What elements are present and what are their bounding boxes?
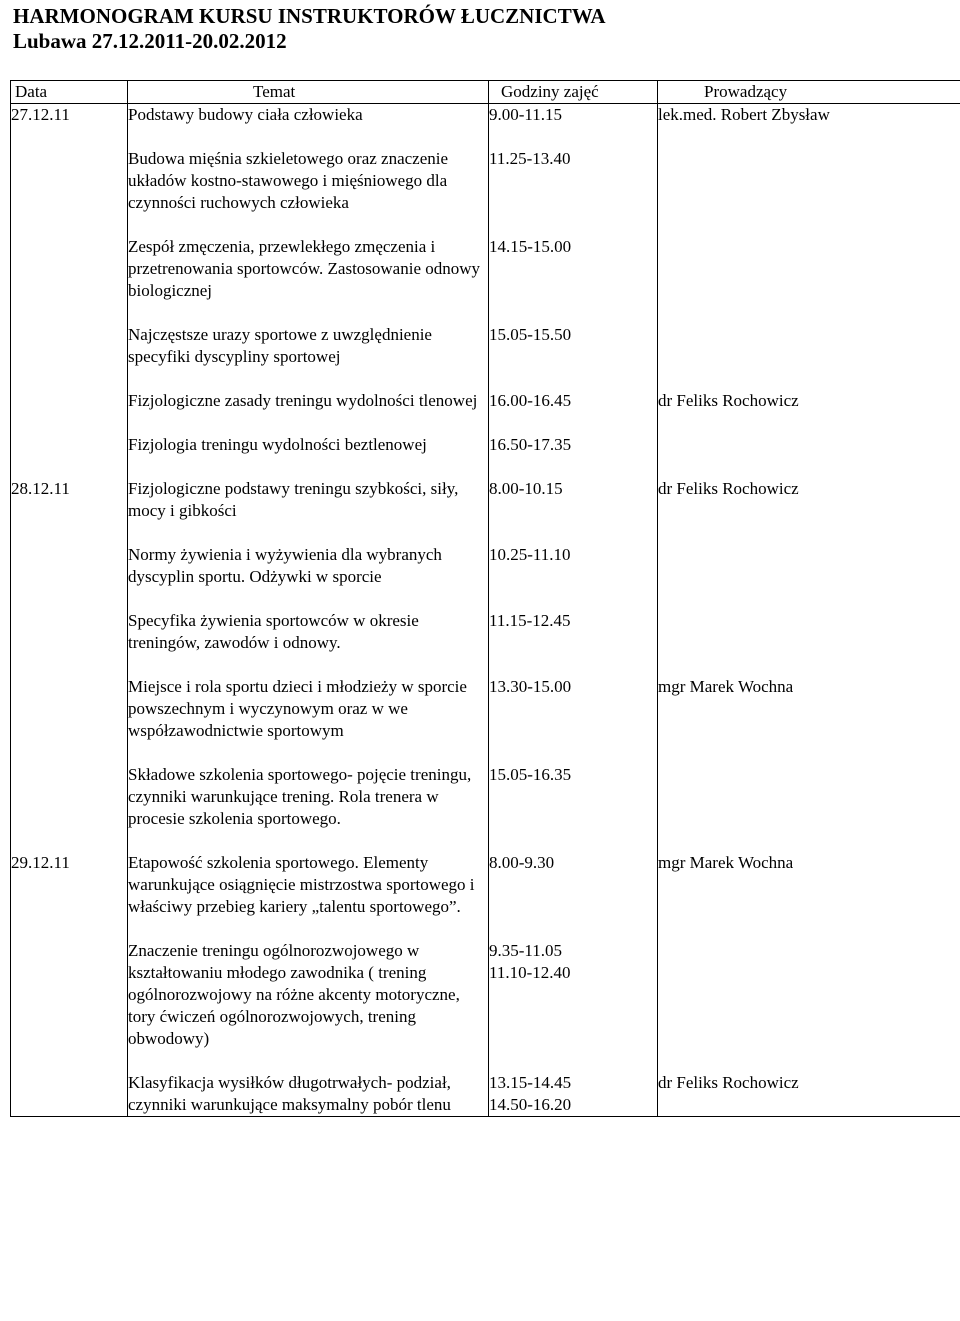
cell-lead [658, 610, 960, 654]
header-topic: Temat [128, 81, 489, 104]
table-row [11, 544, 960, 588]
cell-topic-text: Budowa mięśnia szkieletowego oraz znaczenie układów kostno-stawowego i mięśniowego dla czynności ruchowych człowieka [128, 149, 449, 212]
spacer-cell [658, 918, 960, 940]
cell-hours [489, 104, 658, 127]
spacer-cell [128, 830, 489, 852]
table-row [11, 764, 960, 830]
cell-date-text: 29.12.11 [11, 853, 70, 872]
cell-date [11, 324, 128, 368]
cell-hours [489, 1072, 658, 1117]
cell-topic [128, 764, 489, 830]
row-spacer [11, 742, 960, 764]
cell-hours-text: 9.35-11.05 [489, 941, 563, 960]
spacer-cell [489, 302, 658, 324]
cell-lead [658, 324, 960, 368]
cell-hours [489, 764, 658, 830]
spacer-cell [11, 302, 128, 324]
cell-hours [489, 610, 658, 654]
spacer-cell [11, 214, 128, 236]
spacer-cell [489, 742, 658, 764]
cell-topic-text: Podstawy budowy ciała człowieka [128, 105, 363, 124]
cell-topic [128, 148, 489, 214]
spacer-cell [11, 654, 128, 676]
cell-hours [489, 390, 658, 412]
cell-topic [128, 390, 489, 412]
table-row [11, 610, 960, 654]
spacer-cell [128, 654, 489, 676]
cell-date [11, 676, 128, 742]
table-row [11, 852, 960, 918]
cell-hours [489, 940, 658, 1050]
cell-lead [658, 104, 960, 127]
row-spacer [11, 588, 960, 610]
cell-hours [489, 852, 658, 918]
cell-topic-text: Fizjologiczne zasady treningu wydolności tlenowej [128, 391, 478, 410]
document-title: HARMONOGRAM KURSU INSTRUKTORÓW ŁUCZNICTWA [13, 4, 606, 28]
cell-topic-text: Znaczenie treningu ogólnorozwojowego w kształtowaniu młodego zawodnika ( trening ogólnorozwojowy na różne akcenty motoryczne, tory ćwiczeń ogólnorozwojowych, trening obwodowy) [128, 941, 460, 1048]
cell-hours-text: 15.05-15.50 [489, 325, 572, 344]
cell-date [11, 104, 128, 127]
spacer-cell [658, 654, 960, 676]
cell-topic [128, 676, 489, 742]
spacer-cell [128, 412, 489, 434]
cell-hours-text: 13.30-15.00 [489, 677, 572, 696]
spacer-cell [658, 412, 960, 434]
spacer-cell [11, 830, 128, 852]
spacer-cell [489, 126, 658, 148]
spacer-cell [128, 588, 489, 610]
row-spacer [11, 214, 960, 236]
cell-lead [658, 1072, 960, 1117]
cell-topic [128, 236, 489, 302]
document-subtitle: Lubawa 27.12.2011-20.02.2012 [13, 29, 287, 53]
spacer-cell [128, 456, 489, 478]
cell-hours-text: 11.15-12.45 [489, 611, 571, 630]
cell-date [11, 764, 128, 830]
cell-topic [128, 852, 489, 918]
spacer-cell [128, 918, 489, 940]
table-row [11, 940, 960, 1050]
cell-date [11, 1072, 128, 1117]
cell-lead [658, 148, 960, 214]
cell-lead-text: lek.med. Robert Zbysław [658, 105, 830, 124]
row-spacer [11, 126, 960, 148]
cell-hours-text: 16.00-16.45 [489, 391, 572, 410]
spacer-cell [11, 742, 128, 764]
cell-hours [489, 236, 658, 302]
cell-lead-text: dr Feliks Rochowicz [658, 479, 799, 498]
spacer-cell [11, 918, 128, 940]
cell-date [11, 148, 128, 214]
spacer-cell [11, 522, 128, 544]
spacer-cell [489, 368, 658, 390]
table-row [11, 478, 960, 522]
cell-topic [128, 940, 489, 1050]
cell-topic-text: Zespół zmęczenia, przewlekłego zmęczenia i przetrenowania sportowców. Zastosowanie odnowy biologicznej [128, 237, 481, 300]
spacer-cell [128, 522, 489, 544]
cell-hours [489, 544, 658, 588]
cell-topic [128, 324, 489, 368]
row-spacer [11, 918, 960, 940]
cell-lead [658, 676, 960, 742]
table-row [11, 390, 960, 412]
cell-topic-text: Składowe szkolenia sportowego- pojęcie treningu, czynniki warunkujące trening. Rola trenera w procesie szkolenia sportowego. [128, 765, 472, 828]
spacer-cell [489, 588, 658, 610]
spacer-cell [489, 412, 658, 434]
spacer-cell [489, 456, 658, 478]
row-spacer [11, 302, 960, 324]
cell-hours-text: 11.10-12.40 [489, 963, 571, 982]
spacer-cell [658, 302, 960, 324]
cell-hours-text: 15.05-16.35 [489, 765, 572, 784]
cell-date [11, 544, 128, 588]
row-spacer [11, 830, 960, 852]
header-date: Data [11, 81, 128, 104]
spacer-cell [11, 456, 128, 478]
row-spacer [11, 1050, 960, 1072]
cell-hours-text: 13.15-14.45 [489, 1073, 572, 1092]
row-spacer [11, 522, 960, 544]
row-spacer [11, 412, 960, 434]
cell-hours-text: 14.50-16.20 [489, 1095, 572, 1114]
spacer-cell [658, 1050, 960, 1072]
table-row [11, 676, 960, 742]
cell-topic-text: Etapowość szkolenia sportowego. Elementy warunkujące osiągnięcie mistrzostwa sportowego i właściwy przebieg kariery „talentu sportowego”. [128, 853, 475, 916]
spacer-cell [658, 522, 960, 544]
schedule-table [10, 80, 960, 1117]
spacer-cell [11, 1050, 128, 1072]
spacer-cell [489, 1050, 658, 1072]
header-lead: Prowadzący [658, 81, 960, 104]
cell-hours-text: 14.15-15.00 [489, 237, 572, 256]
cell-date [11, 610, 128, 654]
cell-topic-text: Miejsce i rola sportu dzieci i młodzieży w sporcie powszechnym i wyczynowym oraz w we współzawodnictwie sportowym [128, 677, 467, 740]
cell-topic [128, 610, 489, 654]
row-spacer [11, 456, 960, 478]
cell-hours-text: 11.25-13.40 [489, 149, 571, 168]
cell-topic [128, 104, 489, 127]
cell-topic-text: Fizjologiczne podstawy treningu szybkości, siły, mocy i gibkości [128, 479, 459, 520]
table-row [11, 324, 960, 368]
cell-hours-text: 16.50-17.35 [489, 435, 572, 454]
spacer-cell [489, 654, 658, 676]
cell-lead [658, 478, 960, 522]
cell-lead [658, 544, 960, 588]
cell-lead [658, 852, 960, 918]
spacer-cell [658, 126, 960, 148]
cell-hours [489, 676, 658, 742]
spacer-cell [489, 830, 658, 852]
cell-hours-text: 9.00-11.15 [489, 105, 563, 124]
row-spacer [11, 368, 960, 390]
cell-topic-text: Specyfika żywienia sportowców w okresie treningów, zawodów i odnowy. [128, 611, 419, 652]
spacer-cell [658, 214, 960, 236]
cell-hours [489, 434, 658, 456]
spacer-cell [11, 588, 128, 610]
spacer-cell [128, 302, 489, 324]
table-body [11, 104, 960, 1117]
cell-topic-text: Najczęstsze urazy sportowe z uwzględnienie specyfiki dyscypliny sportowej [128, 325, 432, 366]
cell-date [11, 236, 128, 302]
cell-date-text: 28.12.11 [11, 479, 70, 498]
cell-date [11, 478, 128, 522]
spacer-cell [11, 412, 128, 434]
cell-hours [489, 324, 658, 368]
spacer-cell [658, 456, 960, 478]
table-row [11, 148, 960, 214]
cell-lead [658, 764, 960, 830]
spacer-cell [658, 588, 960, 610]
cell-topic-text: Fizjologia treningu wydolności beztlenowej [128, 435, 427, 454]
cell-lead-text: mgr Marek Wochna [658, 677, 794, 696]
cell-date [11, 434, 128, 456]
table-row [11, 434, 960, 456]
cell-topic [128, 544, 489, 588]
spacer-cell [128, 126, 489, 148]
spacer-cell [489, 522, 658, 544]
spacer-cell [658, 742, 960, 764]
table-row [11, 1072, 960, 1117]
cell-lead [658, 434, 960, 456]
header-hours: Godziny zajęć [489, 81, 658, 104]
spacer-cell [11, 126, 128, 148]
table-row [11, 236, 960, 302]
cell-hours-text: 10.25-11.10 [489, 545, 571, 564]
cell-lead [658, 236, 960, 302]
spacer-cell [128, 742, 489, 764]
cell-hours [489, 148, 658, 214]
cell-topic-text: Normy żywienia i wyżywienia dla wybranych dyscyplin sportu. Odżywki w sporcie [128, 545, 442, 586]
spacer-cell [128, 214, 489, 236]
cell-lead-text: mgr Marek Wochna [658, 853, 794, 872]
cell-date [11, 390, 128, 412]
cell-date-text: 27.12.11 [11, 105, 70, 124]
cell-date [11, 940, 128, 1050]
cell-hours-text: 8.00-9.30 [489, 853, 555, 872]
spacer-cell [489, 214, 658, 236]
cell-lead [658, 390, 960, 412]
spacer-cell [658, 368, 960, 390]
cell-lead-text: dr Feliks Rochowicz [658, 391, 799, 410]
spacer-cell [489, 918, 658, 940]
cell-lead [658, 940, 960, 1050]
cell-topic [128, 434, 489, 456]
cell-hours [489, 478, 658, 522]
cell-topic [128, 478, 489, 522]
table-row [11, 104, 960, 127]
spacer-cell [128, 1050, 489, 1072]
spacer-cell [128, 368, 489, 390]
cell-topic [128, 1072, 489, 1117]
spacer-cell [658, 830, 960, 852]
cell-lead-text: dr Feliks Rochowicz [658, 1073, 799, 1092]
spacer-cell [11, 368, 128, 390]
table-header-row [11, 81, 960, 104]
cell-date [11, 852, 128, 918]
row-spacer [11, 654, 960, 676]
cell-topic-text: Klasyfikacja wysiłków długotrwałych- podział, czynniki warunkujące maksymalny pobór tlenu [128, 1073, 451, 1114]
cell-hours-text: 8.00-10.15 [489, 479, 563, 498]
